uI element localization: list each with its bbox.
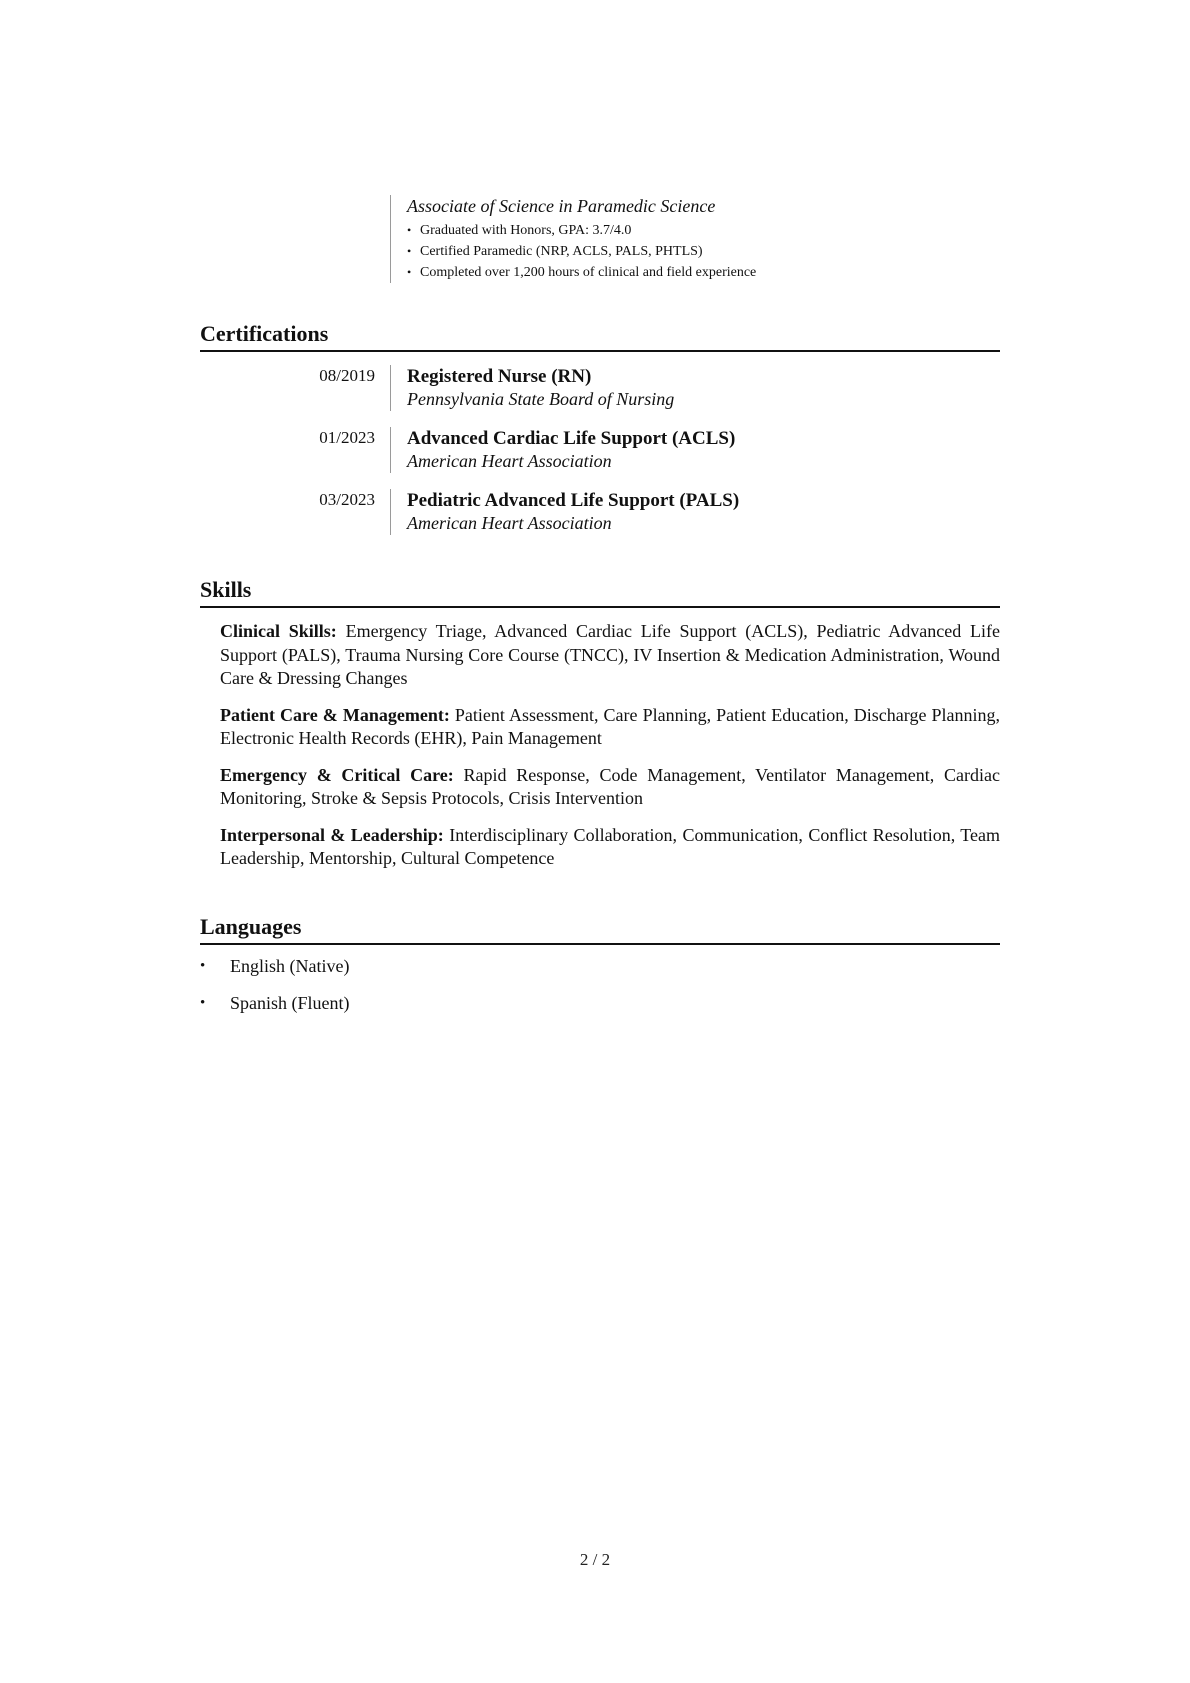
skill-group-label: Patient Care & Management: <box>220 704 450 725</box>
certification-issuer: American Heart Association <box>407 513 612 533</box>
education-entry <box>390 195 1007 283</box>
certification-entry <box>200 427 1000 489</box>
skill-group <box>220 620 1000 691</box>
certification-date: 08/2019 <box>319 366 375 385</box>
certification-entry <box>200 365 1000 427</box>
certification-details <box>390 489 739 535</box>
certification-details <box>390 427 735 473</box>
certification-details <box>390 365 674 411</box>
page-number: 2 / 2 <box>579 1550 611 1569</box>
languages-heading: Languages <box>200 913 1000 945</box>
skill-group-text: Rapid Response, Code Management, Ventilator Management, Cardiac Monitoring, Stroke & Sepsis Protocols, Crisis Intervention <box>220 764 1000 808</box>
language-item: • English (Native) <box>200 955 1000 978</box>
skill-group <box>220 824 1000 871</box>
skill-group <box>220 704 1000 751</box>
languages-list <box>200 955 1000 1029</box>
certification-issuer: Pennsylvania State Board of Nursing <box>407 389 675 409</box>
certifications-heading: Certifications <box>200 320 1000 352</box>
language-item: • Spanish (Fluent) <box>200 992 1000 1015</box>
skill-group-label: Interpersonal & Leadership: <box>220 824 444 845</box>
certifications-list <box>200 365 1000 551</box>
education-bullets <box>407 220 1007 283</box>
certification-name: Registered Nurse (RN) <box>407 366 592 387</box>
certification-date: 01/2023 <box>319 428 375 447</box>
certification-issuer: American Heart Association <box>407 451 612 471</box>
certification-name: Pediatric Advanced Life Support (PALS) <box>407 490 740 511</box>
education-degree: Associate of Science in Paramedic Science <box>407 196 716 216</box>
skill-group-text: Interdisciplinary Collaboration, Communication, Conflict Resolution, Team Leadership, Mentorship, Cultural Competence <box>220 824 1001 868</box>
education-bullet: • Completed over 1,200 hours of clinical and field experience <box>407 262 1007 283</box>
skills-list <box>220 620 1000 884</box>
skill-group-text: Emergency Triage, Advanced Cardiac Life Support (ACLS), Pediatric Advanced Life Support (PALS), Trauma Nursing Core Course (TNCC), IV Insertion & Medication Administration, Wound Care & Dressing Changes <box>220 621 1001 688</box>
skills-heading: Skills <box>200 576 1000 608</box>
education-bullet: • Graduated with Honors, GPA: 3.7/4.0 <box>407 220 1007 241</box>
certification-name: Advanced Cardiac Life Support (ACLS) <box>407 428 736 449</box>
education-bullet: • Certified Paramedic (NRP, ACLS, PALS, PHTLS) <box>407 241 1007 262</box>
skill-group-text: Patient Assessment, Care Planning, Patient Education, Discharge Planning, Electronic Health Records (EHR), Pain Management <box>220 704 1001 748</box>
certification-date: 03/2023 <box>319 490 375 509</box>
skill-group <box>220 764 1000 811</box>
certification-entry <box>200 489 1000 551</box>
skill-group-label: Emergency & Critical Care: <box>220 764 454 785</box>
skill-group-label: Clinical Skills: <box>220 621 337 641</box>
